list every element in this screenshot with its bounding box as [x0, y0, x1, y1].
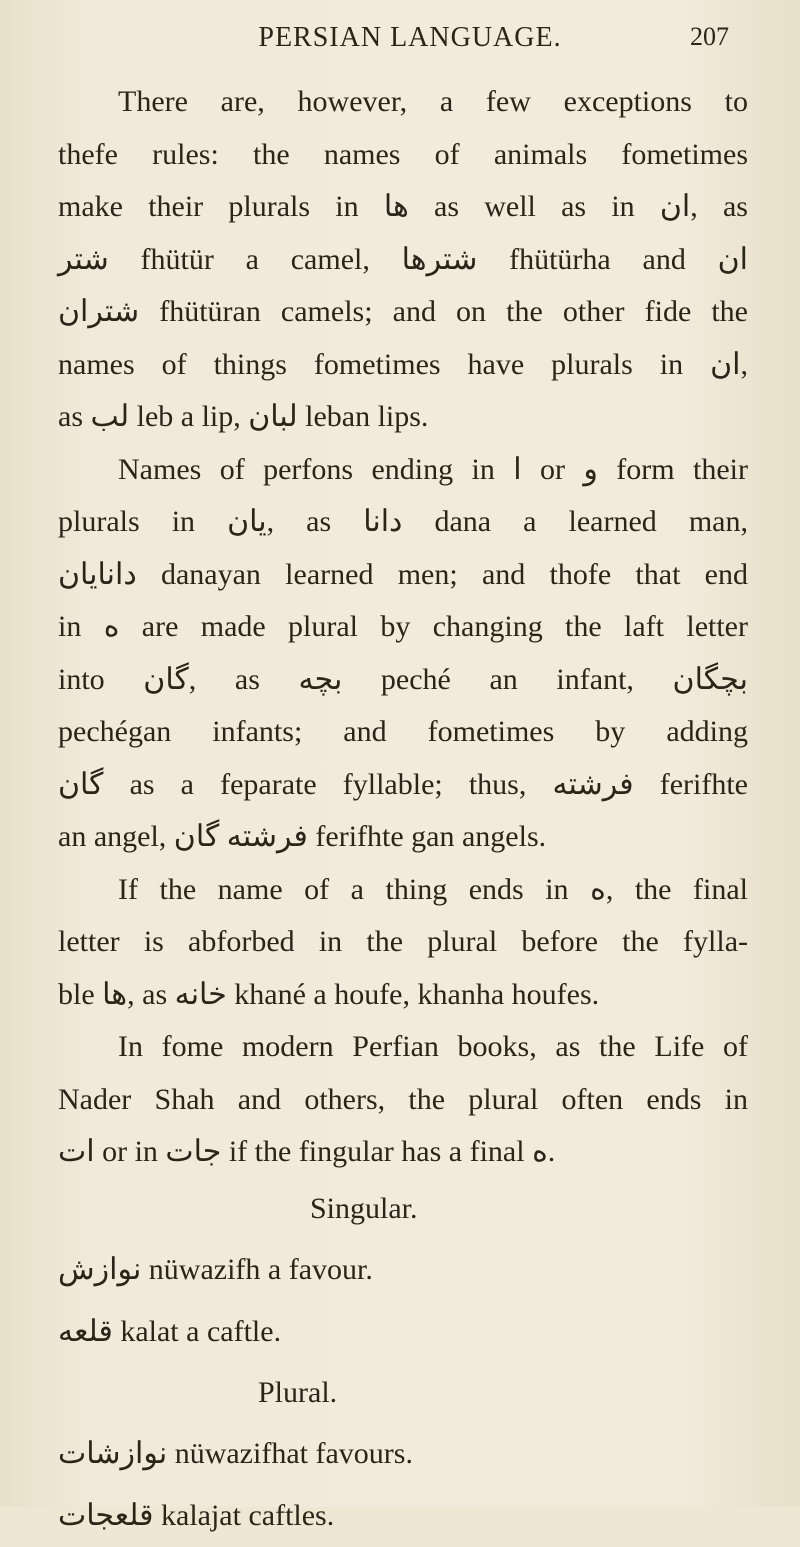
text-line: an angel, فرشته گان ferifhte gan angels. [58, 820, 547, 853]
text-line: ات or in جات if the fingular has a final ه. [58, 1135, 556, 1168]
text-line: شتر fhütür a camel, شترها fhütürha and ان [58, 242, 748, 276]
text-line: plurals in يان, as دانا dana a learned man, [58, 505, 748, 538]
text-line: گان as a feparate fyllable; thus, فرشته ferifhte [58, 767, 748, 801]
text-line: in ه are made plural by changing the laft letter [58, 610, 748, 643]
page-number: 207 [690, 22, 729, 51]
text-line: pechégan infants; and fometimes by adding [58, 715, 748, 748]
plural-entry: نوازشات nüwazifhat favours. [58, 1436, 413, 1470]
text-line: into گان, as بچه peché an infant, بچگان [58, 662, 748, 696]
text-line: thefe rules: the names of animals fometimes [58, 137, 748, 171]
text-line: names of things fometimes have plurals in ان, [58, 347, 748, 381]
text-line: Nader Shah and others, the plural often ends in [58, 1082, 748, 1116]
text-line: Names of perfons ending in ا or و form their [118, 452, 748, 486]
text-line: as لب leb a lip, لبان leban lips. [58, 400, 429, 433]
running-header: PERSIAN LANGUAGE. [258, 22, 562, 53]
text-line: In fome modern Perfian books, as the Life of [118, 1030, 748, 1063]
text-line: شتران fhütüran camels; and on the other fide the [58, 295, 748, 328]
text-line: There are, however, a few exceptions to [118, 85, 748, 118]
text-line: If the name of a thing ends in ه, the final [118, 872, 748, 906]
text-line: letter is abforbed in the plural before the fylla- [58, 925, 748, 958]
paragraph-4 [58, 1021, 748, 1179]
singular-heading: Singular. [310, 1191, 418, 1225]
singular-section [58, 1179, 748, 1363]
singular-entry: نوازش nüwazifh a favour. [58, 1252, 373, 1286]
paragraph-3 [58, 864, 748, 1022]
paragraph-2 [58, 444, 748, 864]
plural-section [58, 1363, 748, 1547]
plural-heading: Plural. [258, 1375, 338, 1409]
text-line: دانايان danayan learned men; and thofe that end [58, 557, 748, 591]
text-line: ble ها, as خانه khané a houfe, khanha houfes. [58, 977, 600, 1011]
singular-entry: قلعه kalat a caftle. [58, 1314, 282, 1348]
text-line: make their plurals in ها as well as in ان, as [58, 190, 748, 223]
body-text [58, 76, 748, 1547]
plural-entry: قلعجات kalajat caftles. [58, 1498, 335, 1532]
paragraph-1 [58, 76, 748, 444]
